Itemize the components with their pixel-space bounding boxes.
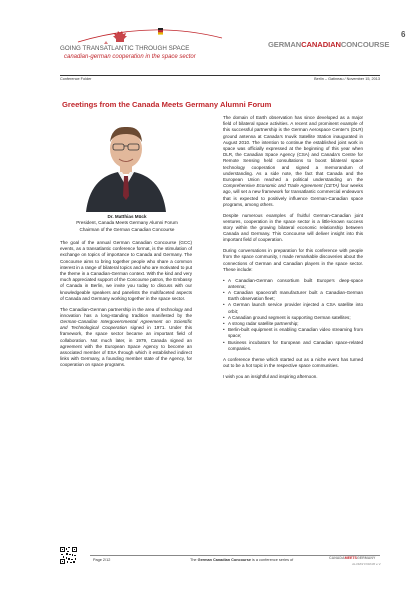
page-number: Page 2/12 <box>93 558 111 562</box>
left-paragraph-2 <box>60 307 192 369</box>
text-span: is a conference series of <box>251 558 294 562</box>
list-item: • A German launch service provider injected a CSA satellite into orbit; <box>223 302 363 314</box>
speaker-role-2: Chairman of the German Canadian Concourse <box>79 226 175 232</box>
text-span: The domain of Earth observation has since developed as a major field of bilateral space activities. A recent and prominent example of this successful partnership is the German Aerospace Center’s (DLR) ground antenna at Canada’s Inuvik Satellite Station inaugurated in August 2010. The intention to continue the established joint work in space was officially expressed at the beginning of this year when DLR, the Canadian Space Agency (CSA) and Canada’s Centre for Remote Sensing held consultations to boost bilateral space technology cooperation and signed a memorandum of understanding. As a side note, the fact that Canada and the European Union reached a political understanding on the <box>223 115 363 183</box>
text-span: signed in 1971. Under this framework, the space sector became an important field of collaboration. Not much later, in 1979, Canada signed an agreement with the European Space Agency to become an associated member of ESA through which it established indirect links with Germany, a founding member state of the Agency, for cooperation on space programs. <box>60 325 192 368</box>
ceta-title: Comprehensive Economic and Trade Agreement (CETA) <box>223 183 340 189</box>
alumni-forum-label: ALUMNI FORUM e.V. <box>352 562 382 566</box>
right-paragraph-2: Despite numerous examples of fruitful German-Canadian joint ventures, cooperation in the space sector is a little-known success story within the growing bilateral economic relationship between Canada and Germany. This Concourse will deliver insight into this important field of cooperation. <box>223 212 363 243</box>
right-paragraph-5: I wish you an insightful and inspiring afternoon. <box>223 373 318 379</box>
agreement-title: German-Canadian Intergovernmental Agreement on Scientific and Technological Cooperation <box>60 319 192 331</box>
logo-word-meets: MEETS <box>344 556 357 560</box>
footer-note <box>190 558 293 562</box>
list-item: • A Canadian-German consortium built Europe’s deep-space antenna; <box>223 278 363 290</box>
concourse-name: German Canadian Concourse <box>197 558 251 562</box>
logo-tagline: GOING TRANSATLANTIC THROUGH SPACE <box>60 45 190 52</box>
portrait-caption <box>60 214 194 233</box>
left-paragraph-1: The goal of the annual German Canadian Concourse (GCC) events, as a transatlantic conference format, is the stimulation of exchange on topics of importance to Canada and Germany. The Concourse aims to bring together people who share a common interest in a range of bilateral topics and who are motivated to put the theme in a Canadian-German context. With the kind and very much appreciated support of the Concourse patron, the Embassy of Canada in Berlin, we invite you today to discuss with our knowledgeable speakers and panelists the multifaceted aspects of Canada and Germany working together in the space sector. <box>60 240 192 301</box>
logo-subtitle: canadian-german cooperation in the space sector <box>64 54 196 60</box>
right-paragraph-1 <box>223 115 363 208</box>
left-text-column <box>60 240 192 373</box>
text-span: The Canadian-German partnership in the area of technology and innovation has a long-standing tradition manifested by the <box>60 306 192 318</box>
list-item: • A Canadian ground segment is supporting German satellites; <box>223 315 363 321</box>
german-canadian-concourse-logo <box>268 40 389 49</box>
list-item: • Berlin-built equipment is enabling Canadian video streaming from space; <box>223 327 363 339</box>
right-text-column <box>223 115 363 384</box>
list-item: • A strong radar satellite partnership; <box>223 321 363 327</box>
header-folder-label: Conference Folder <box>60 77 92 81</box>
logo-word-canadian: CANADIAN <box>301 40 341 49</box>
portrait-photo <box>82 116 170 212</box>
speaker-role-1: President, Canada Meets Germany Alumni Forum <box>76 220 178 226</box>
logo-word-concourse: CONCOURSE <box>340 40 390 49</box>
right-paragraph-4: A conference theme which started out as a niche event has turned out to be a hot topic in the respective space communities. <box>223 356 363 368</box>
right-paragraph-3: During conversations in preparation for this conference with people from the space community, I made remarkable discoveries about the connections of German and Canadian players in the space sector. These include: <box>223 248 363 272</box>
logo-word-germany: GERMANY <box>356 556 376 560</box>
list-item: • A Canadian spacecraft manufacturer built a Canadian-German Earth observation fleet; <box>223 290 363 302</box>
logo-edition-number: 6 <box>401 30 406 39</box>
canada-meets-germany-logo <box>329 556 375 560</box>
header-divider <box>60 75 380 76</box>
qr-code-icon <box>60 547 77 564</box>
header-date-location: Berlin – Gatineau / November 15, 2013 <box>314 77 380 81</box>
logo-word-german: GERMAN <box>268 40 302 49</box>
text-span: four weeks ago, will set a new framework for transatlantic commercial endeavors that is expected to positively influence German-Canadian space programs, among others. <box>223 183 364 207</box>
connections-list <box>223 278 363 352</box>
page-title: Greetings from the Canada Meets Germany Alumni Forum <box>62 100 272 109</box>
text-span: The <box>190 558 198 562</box>
list-item: • Business incubators for European and Canadian space-related companies. <box>223 340 363 352</box>
logo-word-canada: CANADA <box>329 556 345 560</box>
going-transatlantic-logo <box>60 22 230 60</box>
speaker-name: Dr. Matthias Mück <box>107 214 147 219</box>
maple-leaf-arc-icon <box>60 22 230 46</box>
